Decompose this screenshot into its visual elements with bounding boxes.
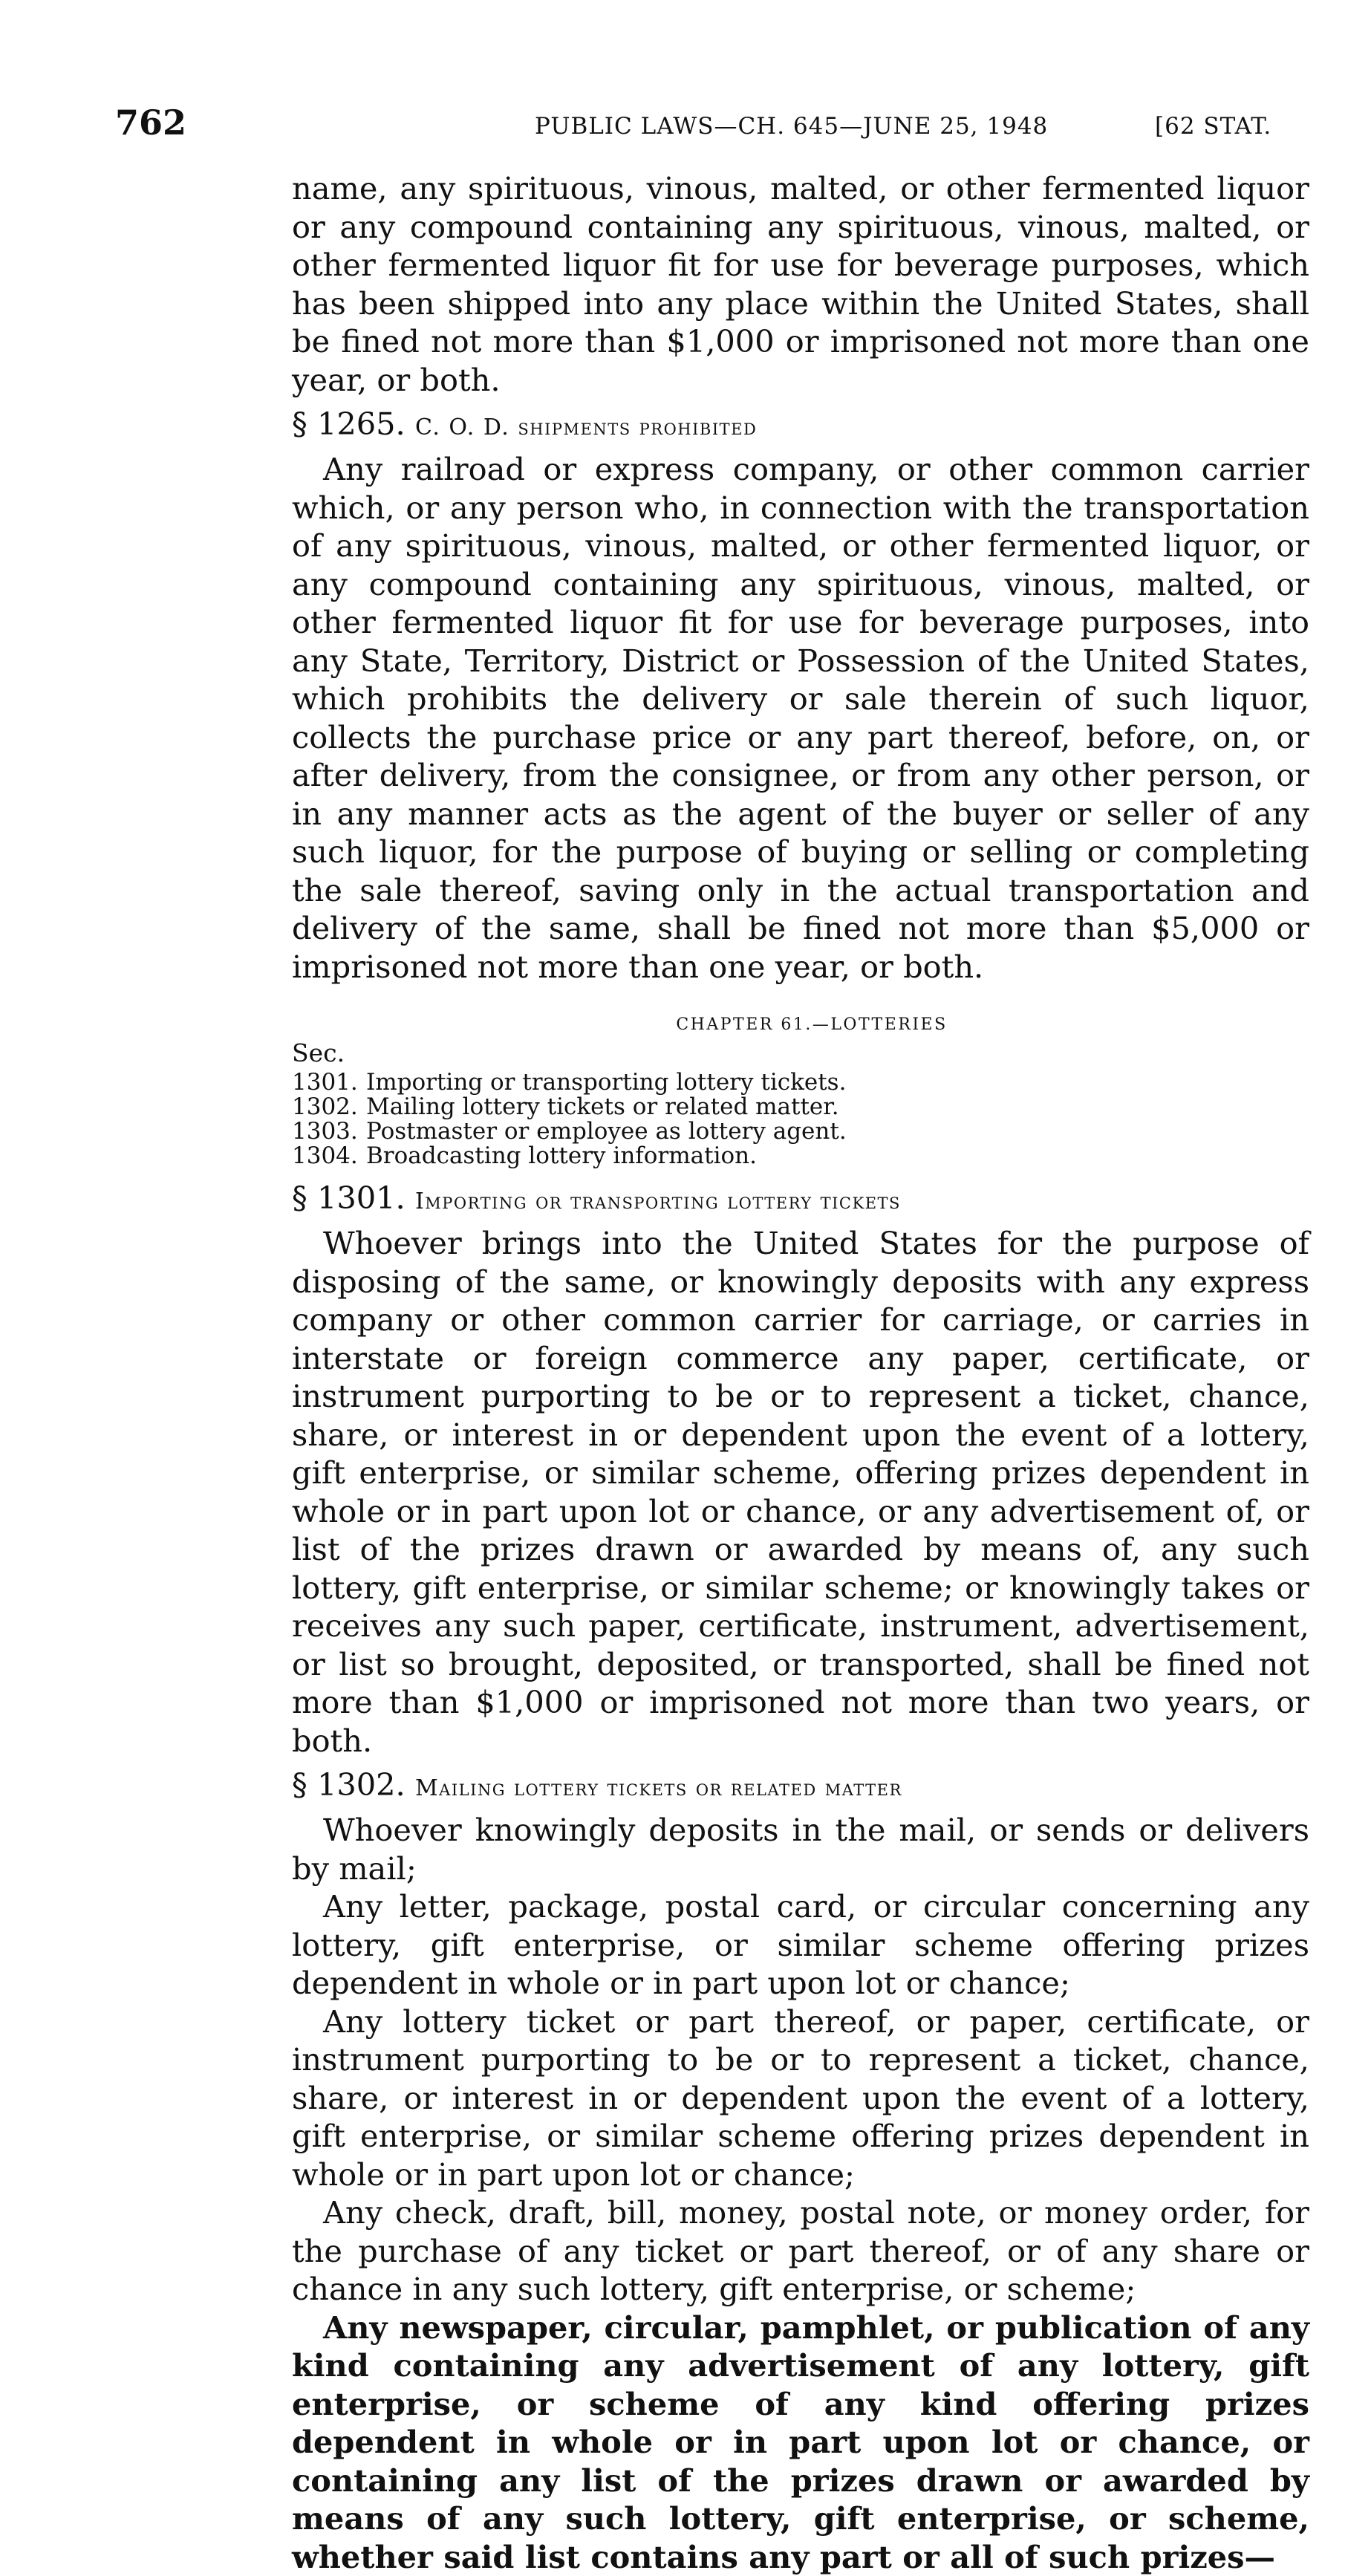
- toc-number: 1301.: [292, 1070, 366, 1095]
- section-1302-paragraph: Any lottery ticket or part thereof, or paper, certificate, or instrument purporting to be or to represent a ticket, chance, share, or interest in or dependent upon the event of a lottery, gift enterprise, or similar scheme offering prizes dependent in whole or in part upon lot or chance;: [292, 2003, 1309, 2194]
- section-title: Mailing lottery tickets or related matter: [415, 1775, 902, 1801]
- toc-text: Postmaster or employee as lottery agent.: [366, 1118, 847, 1145]
- section-1302-paragraph: Any newspaper, circular, pamphlet, or publication of any kind containing any advertisement of any lottery, gift enterprise, or scheme of any kind offering prizes dependent in whole or in part upon lot or chance, or containing any list of the prizes drawn or awarded by means of any such lottery, gift enterprise, or scheme, whether said list contains any part or all of such prizes—: [292, 2309, 1309, 2576]
- section-1302-paragraph: Any letter, package, postal card, or circular concerning any lottery, gift enterprise, or similar scheme offering prizes dependent in whole or in part upon lot or chance;: [292, 1887, 1309, 2003]
- section-1302-heading: [292, 1766, 1309, 1808]
- page-number: 762: [115, 103, 186, 143]
- statute-reference: [62 STAT.: [1155, 113, 1271, 140]
- chapter-title: CHAPTER 61.—LOTTERIES: [292, 1012, 1309, 1038]
- section-number: § 1301.: [292, 1180, 406, 1216]
- body-text: [292, 169, 1309, 2576]
- section-1302-paragraph: Any check, draft, bill, money, postal note, or money order, for the purchase of any ticket or part thereof, or of any share or chance in any such lottery, gift enterprise, or scheme;: [292, 2193, 1309, 2309]
- running-head: PUBLIC LAWS—CH. 645—JUNE 25, 1948: [535, 113, 1048, 140]
- toc-number: 1302.: [292, 1095, 366, 1119]
- section-title: Importing or transporting lottery tickets: [415, 1188, 901, 1214]
- toc-entry: [292, 1144, 1309, 1168]
- toc-entry: [292, 1119, 1309, 1144]
- toc-number: 1303.: [292, 1119, 366, 1144]
- section-1301-heading: [292, 1179, 1309, 1221]
- sec-label: Sec.: [292, 1041, 1309, 1066]
- toc-entry: [292, 1095, 1309, 1119]
- section-title: C. O. D. shipments prohibited: [415, 414, 757, 440]
- toc-text: Broadcasting lottery information.: [366, 1142, 757, 1169]
- toc-text: Mailing lottery tickets or related matter.: [366, 1093, 839, 1120]
- intro-paragraph: name, any spirituous, vinous, malted, or other fermented liquor or any compound containing any spirituous, vinous, malted, or other fermented liquor fit for use for beverage purposes, which has been shipped into any place within the United States, shall be fined not more than $1,000 or imprisoned not more than one year, or both.: [292, 169, 1309, 399]
- page-header: [0, 103, 1345, 147]
- section-number: § 1265.: [292, 406, 406, 442]
- section-number: § 1302.: [292, 1766, 406, 1803]
- section-1301-paragraph: Whoever brings into the United States for the purpose of disposing of the same, or knowingly deposits with any express company or other common carrier for carriage, or carries in interstate or foreign commerce any paper, certificate, or instrument purporting to be or to represent a ticket, chance, share, or interest in or dependent upon the event of a lottery, gift enterprise, or similar scheme, offering prizes dependent in whole or in part upon lot or chance, or any advertisement of, or list of the prizes drawn or awarded by means of, any such lottery, gift enterprise, or similar scheme; or knowingly takes or receives any such paper, certificate, instrument, advertisement, or list so brought, deposited, or transported, shall be fined not more than $1,000 or imprisoned not more than two years, or both.: [292, 1224, 1309, 1760]
- section-1265-paragraph: Any railroad or express company, or other common carrier which, or any person who, in connection with the transportation of any spirituous, vinous, malted, or other fermented liquor, or any compound containing any spirituous, vinous, malted, or other fermented liquor fit for use for beverage purposes, into any State, Territory, District or Possession of the United States, which prohibits the delivery or sale therein of such liquor, collects the purchase price or any part thereof, before, on, or after delivery, from the consignee, or from any other person, or in any manner acts as the agent of the buyer or seller of any such liquor, for the purpose of buying or selling or completing the sale thereof, saving only in the actual transportation and delivery of the same, shall be fined not more than $5,000 or imprisoned not more than one year, or both.: [292, 450, 1309, 986]
- chapter-61-contents: [292, 1012, 1309, 1168]
- toc-text: Importing or transporting lottery tickets.: [366, 1069, 846, 1096]
- toc-number: 1304.: [292, 1144, 366, 1168]
- section-1302-paragraph: Whoever knowingly deposits in the mail, or sends or delivers by mail;: [292, 1811, 1309, 1887]
- toc-entry: [292, 1070, 1309, 1095]
- section-1265-heading: [292, 405, 1309, 447]
